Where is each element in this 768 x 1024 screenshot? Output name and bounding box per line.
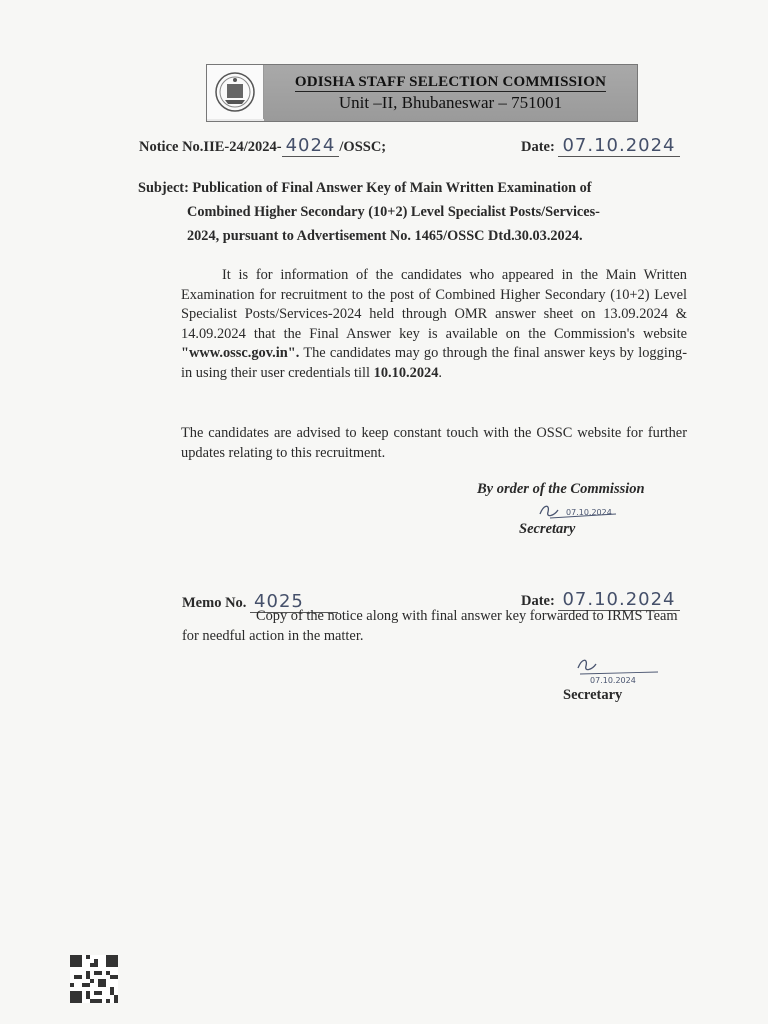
para1-end: .: [438, 364, 443, 381]
notice-number-handwritten: 4024: [282, 136, 340, 157]
subject: [138, 176, 698, 248]
notice-number: [139, 136, 386, 158]
para1-text-a: It is for information of the candidates who appeared in the Main Written Examination for recruitment to the post of Combined Higher Secondary (10+2) Level Specialist Posts/Services-2024 held through OMR answer sheet on 13.09.2024 & 14.09.2024 that the Final Answer key is available on the Commission's website: [181, 267, 687, 342]
org-name: ODISHA STAFF SELECTION COMMISSION: [294, 73, 607, 90]
letterhead-text: [264, 65, 637, 121]
subject-line-2: Combined Higher Secondary (10+2) Level Specialist Posts/Services-: [187, 204, 600, 220]
qr-code-icon: [70, 955, 118, 1003]
notice-suffix: /OSSC;: [339, 139, 387, 155]
notice-date: [521, 136, 680, 158]
deadline-date: 10.10.2024: [373, 364, 439, 381]
letterhead: [206, 64, 638, 122]
memo-text: [182, 607, 692, 646]
memo-text-content: Copy of the notice along with final answer key forwarded to IRMS Team for needful action in the matter.: [182, 608, 678, 644]
para1-text-b: The candidates may go through the final answer keys by logging-in using their user credentials till: [181, 345, 687, 381]
signature-2-date: 07.10.2024: [590, 676, 636, 685]
subject-line-3: 2024, pursuant to Advertisement No. 1465/OSSC Dtd.30.03.2024.: [187, 228, 583, 244]
website-link[interactable]: "www.ossc.gov.in".: [181, 345, 300, 361]
memo-label: Memo No.: [182, 595, 247, 611]
notice-date-handwritten: 07.10.2024: [558, 136, 679, 157]
memo-date-label: Date:: [521, 593, 555, 609]
notice-date-label: Date:: [521, 139, 555, 155]
signature-1-date: 07.10.2024: [566, 508, 612, 517]
org-address: Unit –II, Bhubaneswar – 751001: [338, 92, 563, 112]
by-order-line: By order of the Commission: [477, 481, 645, 497]
memo-date-handwritten: 07.10.2024: [558, 590, 679, 611]
subject-line-1: Publication of Final Answer Key of Main Written Examination of: [192, 180, 592, 196]
secretary-title-1: Secretary: [519, 521, 576, 537]
notice-label: Notice No.IIE-24/2024-: [139, 139, 282, 155]
subject-label: Subject:: [138, 180, 189, 196]
odisha-emblem-icon: [207, 65, 264, 119]
body-paragraph-2: The candidates are advised to keep constant touch with the OSSC website for further updates relating to this recruitment.: [181, 425, 687, 461]
memo-number-handwritten: 4025: [250, 592, 338, 613]
body-paragraph-1: [181, 266, 687, 383]
secretary-title-2: Secretary: [563, 687, 623, 703]
